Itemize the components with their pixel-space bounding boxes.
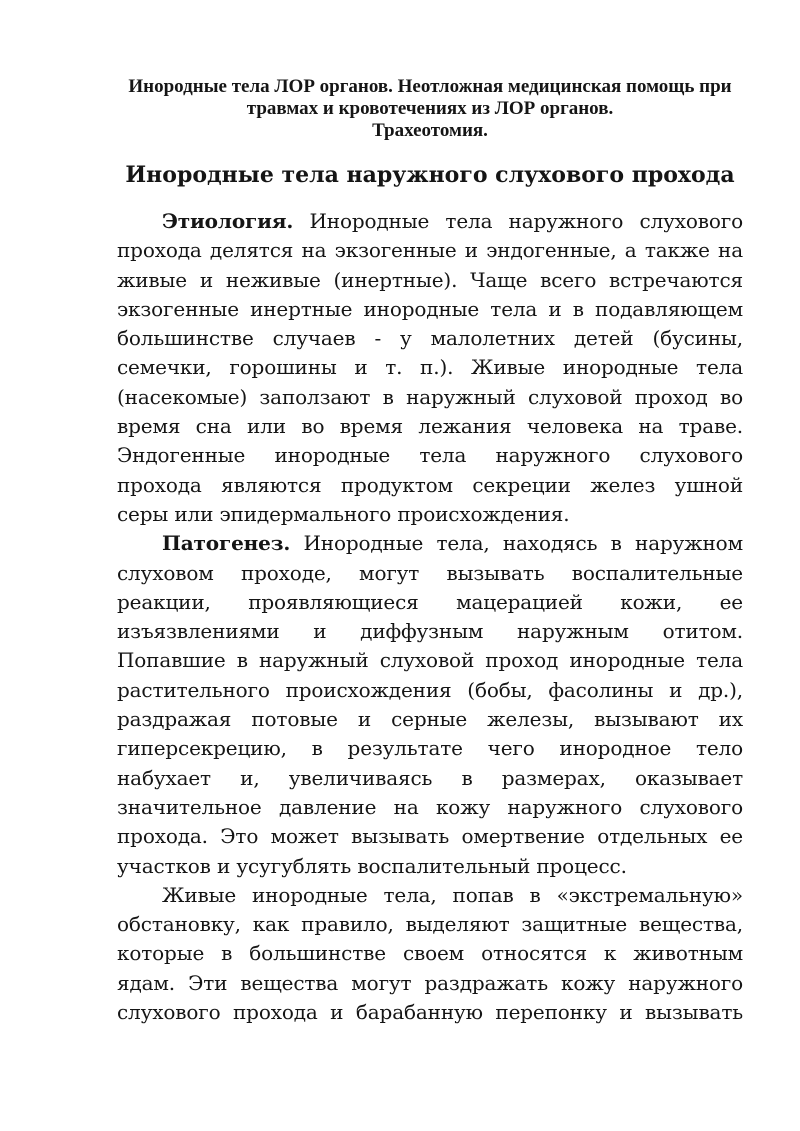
paragraph-line: гиперсекрецию, в результате чего инородное тело: [117, 736, 743, 761]
paragraph-line: Попавшие в наружный слуховой проход инородные тела: [117, 648, 743, 673]
paragraph-line: Эндогенные инородные тела наружного слухового: [117, 443, 743, 468]
document-body: [117, 207, 743, 1027]
paragraph-line: растительного происхождения (бобы, фасолины и др.),: [117, 677, 743, 702]
paragraph-line: [117, 207, 743, 236]
paragraph-line: [117, 529, 743, 558]
page-title: Инородные тела наружного слухового прохода: [125, 162, 735, 188]
section-lead-pathogenesis: Патогенез.: [162, 531, 291, 556]
paragraph-line: участков и усугублять воспалительный процесс.: [117, 853, 627, 878]
paragraph-line: набухает и, увеличиваясь в размерах, оказывает: [117, 765, 743, 790]
section-lead-etiology: Этиология.: [162, 209, 294, 233]
paragraph-line: ядам. Эти вещества могут раздражать кожу наружного: [117, 970, 743, 995]
header-line: Инородные тела ЛОР органов. Неотложная медицинская помощь при: [128, 76, 732, 97]
paragraph-line: семечки, горошины и т. п.). Живые инородные тела: [117, 355, 743, 380]
header-line: травмах и кровотечениях из ЛОР органов.: [246, 98, 614, 119]
paragraph-line: которые в большинстве своем относятся к животным: [117, 941, 743, 966]
paragraph-line: живые и неживые (инертные). Чаще всего встречаются: [117, 267, 743, 292]
paragraph-line: экзогенные инертные инородные тела и в подавляющем: [117, 296, 743, 321]
paragraph-line: изъязвлениями и диффузным наружным отитом.: [117, 619, 743, 644]
paragraph-line: Живые инородные тела, попав в «экстремальную»: [162, 882, 743, 907]
section-header: [117, 76, 743, 142]
header-line: Трахеотомия.: [372, 120, 488, 141]
line-text: Инородные тела наружного слухового: [309, 209, 744, 233]
paragraph-line: большинстве случаев - у малолетних детей (бусины,: [117, 326, 743, 351]
paragraph-line: время сна или во время лежания человека на траве.: [117, 414, 743, 439]
paragraph-line: прохода являются продуктом секреции желез ушной: [117, 472, 743, 497]
paragraph-line: реакции, проявляющиеся мацерацией кожи, ее: [117, 589, 743, 614]
paragraph-line: серы или эпидермального происхождения.: [117, 501, 570, 526]
paragraph-line: (насекомые) заползают в наружный слуховой проход во: [117, 384, 743, 409]
paragraph-live-foreign-bodies: [117, 881, 743, 1027]
paragraph-line: слухового прохода и барабанную перепонку и вызывать: [117, 1000, 743, 1025]
paragraph-etiology: [117, 207, 743, 529]
paragraph-line: слуховом проходе, могут вызывать воспалительные: [117, 560, 743, 585]
paragraph-line: обстановку, как правило, выделяют защитные вещества,: [117, 912, 743, 937]
line-text: Инородные тела, находясь в наружном: [303, 531, 743, 556]
paragraph-line: прохода делятся на экзогенные и эндогенные, а также на: [117, 238, 743, 263]
paragraph-line: раздражая потовые и серные железы, вызывают их: [117, 707, 743, 732]
paragraph-pathogenesis: [117, 529, 743, 881]
paragraph-line: значительное давление на кожу наружного слухового: [117, 794, 743, 819]
paragraph-line: прохода. Это может вызывать омертвение отдельных ее: [117, 824, 743, 849]
